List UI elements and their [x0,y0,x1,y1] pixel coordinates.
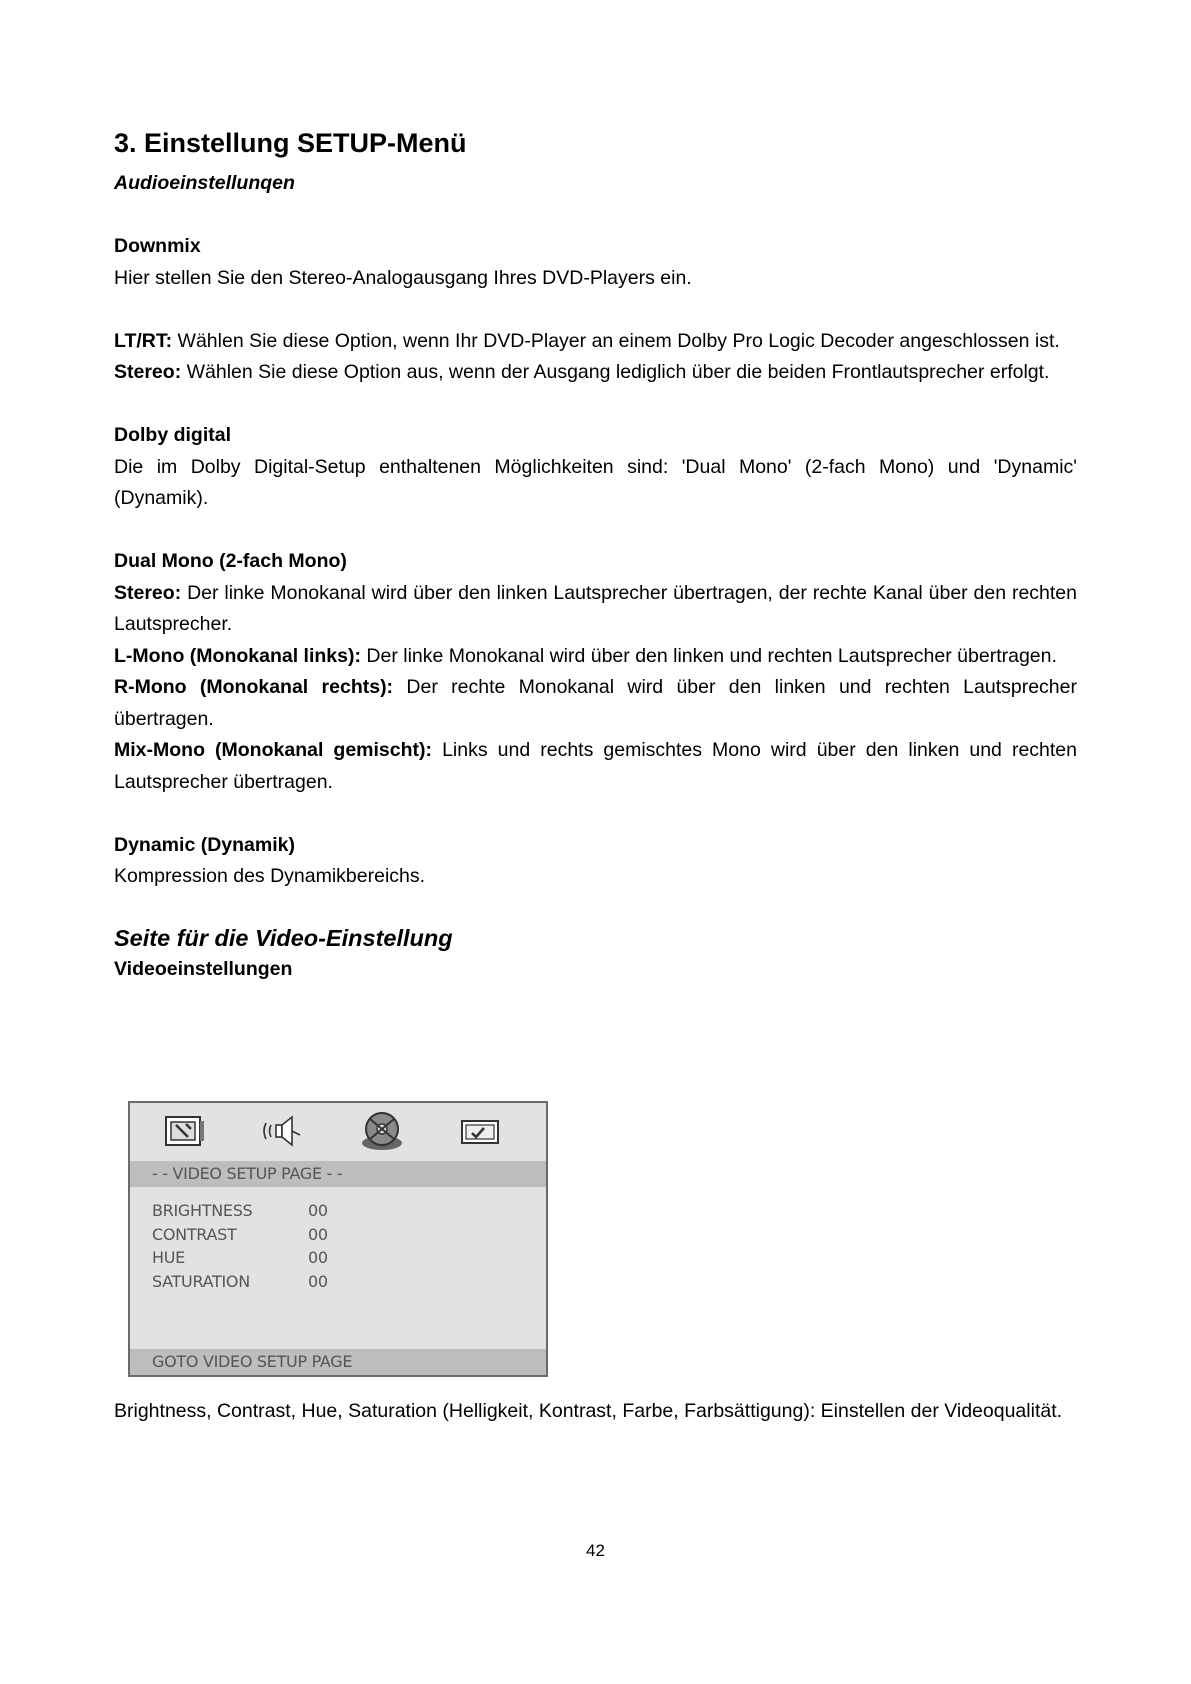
dualmono-item [114,578,1077,641]
dolby-text: Die im Dolby Digital-Setup enthaltenen Möglichkeiten sind: 'Dual Mono' (2-fach Mono) und 'Dynamic' (Dynamik). [114,455,1077,509]
stereo-text: Wählen Sie diese Option aus, wenn der Ausgang lediglich über die beiden Frontlautsprecher erfolgt. [181,361,1050,383]
osd-setting-label: CONTRAST [152,1224,237,1244]
audio-setup-icon [258,1109,306,1153]
osd-setting-label: HUE [152,1248,185,1267]
osd-setting-row[interactable] [152,1246,328,1270]
osd-setting-label: BRIGHTNESS [152,1201,253,1220]
dualmono-item [114,641,1077,673]
audio-settings-subheading: Audioeinstellunqen [114,172,295,194]
osd-setting-label: SATURATION [152,1271,250,1291]
dualmono-title: Dual Mono (2-fach Mono) [114,550,347,572]
dualmono-item-label: L-Mono (Monokanal links): [114,644,361,667]
dualmono-item-label: Mix-Mono (Monokanal gemischt): [114,739,433,761]
ltrt-paragraph [114,326,1077,358]
dualmono-item-text: Links und rechts gemischtes Mono wird über den linken und rechten Lautsprecher übertragen. [114,739,1077,793]
osd-setting-row[interactable] [152,1199,328,1223]
osd-page-header: - - VIDEO SETUP PAGE - - [130,1161,546,1187]
osd-setting-row[interactable] [152,1270,328,1294]
dolby-title: Dolby digital [114,424,231,446]
dualmono-item-label: R-Mono (Monokanal rechts): [114,676,394,698]
dualmono-item-label: Stereo: [114,581,182,604]
page-number: 42 [586,1541,605,1560]
video-section-title: Seite für die Video-Einstellung [114,924,453,951]
general-setup-icon [160,1109,208,1153]
ltrt-label: LT/RT: [114,329,173,352]
osd-setting-value: 00 [308,1224,328,1244]
osd-setting-value: 00 [308,1201,328,1220]
stereo-label: Stereo: [114,361,182,383]
dualmono-item-text: Der rechte Monokanal wird über den linken und rechten Lautsprecher übertragen. [114,676,1077,730]
osd-footer-hint: GOTO VIDEO SETUP PAGE [130,1349,546,1375]
downmix-text: Hier stellen Sie den Stereo-Analogausgang Ihres DVD-Players ein. [114,266,692,289]
preference-icon [456,1109,504,1153]
osd-setting-value: 00 [308,1248,328,1267]
dynamic-text: Kompression des Dynamikbereichs. [114,865,426,887]
osd-setting-value: 00 [308,1271,328,1291]
ltrt-text: Wählen Sie diese Option, wenn Ihr DVD-Player an einem Dolby Pro Logic Decoder angeschlossen ist. [172,329,1060,352]
video-setup-icon [358,1109,406,1153]
osd-settings-list [152,1199,328,1293]
dualmono-item [114,735,1077,798]
dynamic-title: Dynamic (Dynamik) [114,833,295,856]
page-title: 3. Einstellung SETUP-Menü [114,128,467,158]
document-body [114,126,1077,985]
downmix-title: Downmix [114,235,201,257]
video-setup-osd [128,1101,548,1377]
osd-setting-row[interactable] [152,1223,328,1247]
dualmono-item [114,672,1077,735]
dualmono-item-text: Der linke Monokanal wird über den linken Lautsprecher übertragen, der rechte Kanal über den rechten Lautsprecher. [114,581,1077,635]
osd-icon-bar [130,1103,546,1161]
video-section-subtitle: Videoeinstellungen [114,957,293,980]
closing-text: Brightness, Contrast, Hue, Saturation (Helligkeit, Kontrast, Farbe, Farbsättigung): Einstellen der Videoqualität. [114,1400,1063,1422]
stereo-paragraph [114,357,1077,389]
dualmono-item-text: Der linke Monokanal wird über den linken und rechten Lautsprecher übertragen. [360,644,1057,667]
